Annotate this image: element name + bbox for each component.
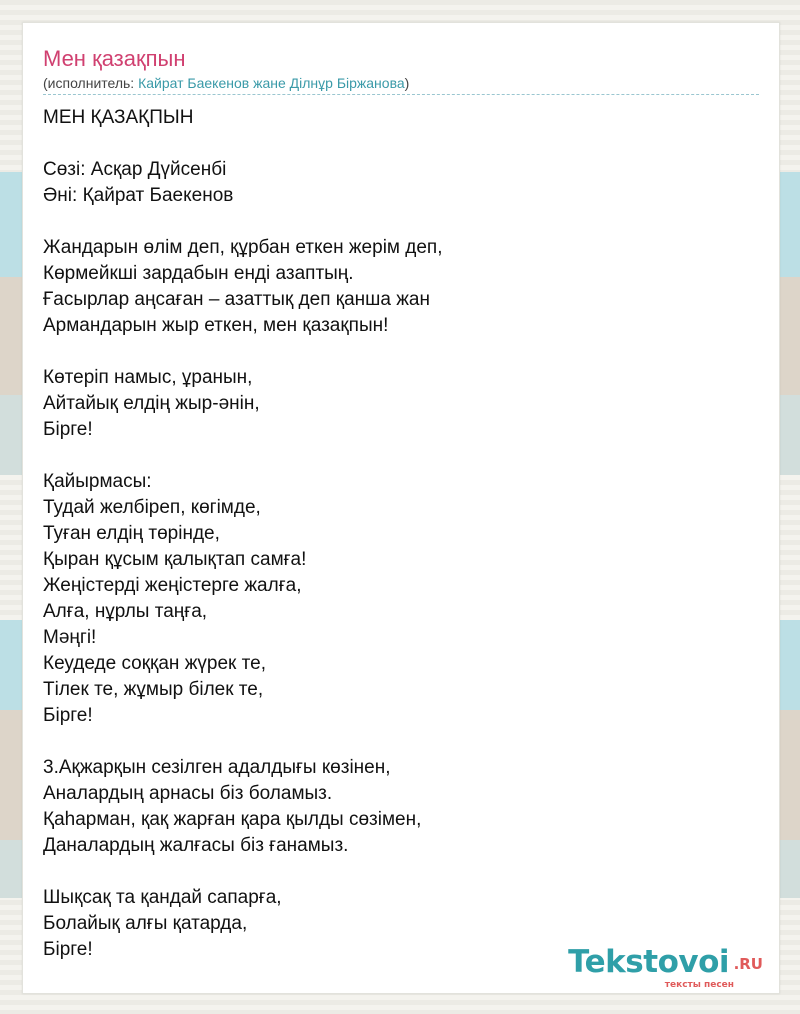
lyric-line: [43, 443, 442, 469]
lyric-line: [43, 339, 442, 365]
lyric-line: Аналардың арнасы біз боламыз.: [43, 783, 333, 804]
performer-prefix: (исполнитель:: [43, 75, 139, 91]
lyric-line: [43, 859, 442, 885]
lyric-line: Бірге!: [43, 419, 93, 440]
lyric-line: Тудай желбіреп, көгімде,: [43, 497, 261, 518]
logo-wordmark: Tekstovoi: [568, 944, 729, 980]
logo-tagline: тексты песен: [664, 980, 734, 990]
performer-line: [43, 74, 409, 92]
song-title[interactable]: Мен қазақпын: [43, 46, 186, 71]
lyric-line: Бірге!: [43, 705, 93, 726]
lyric-line: Қайырмасы:: [43, 471, 152, 492]
lyric-line: [43, 209, 442, 235]
lyric-line: [43, 131, 442, 157]
lyric-line: Алға, нұрлы таңға,: [43, 601, 208, 622]
lyric-line: Сөзі: Асқар Дүйсенбі: [43, 159, 227, 180]
lyric-line: Көтеріп намыс, ұранын,: [43, 367, 253, 388]
lyric-line: Ғасырлар аңсаған – азаттық деп қанша жан: [43, 289, 430, 310]
performer-link[interactable]: Кайрат Баекенов жане Ділнұр Біржанова: [138, 75, 405, 91]
lyric-line: Шықсақ та қандай сапарға,: [43, 887, 282, 908]
lyric-line: Көрмейкші зардабын енді азаптың.: [43, 263, 354, 284]
lyric-line: Туған елдің төрінде,: [43, 523, 220, 544]
lyric-line: Жеңістерді жеңістерге жалға,: [43, 575, 302, 596]
logo-domain: .RU: [733, 955, 763, 973]
lyric-line: Бірге!: [43, 939, 93, 960]
lyric-line: Қаһарман, қақ жарған қара қылды сөзімен,: [43, 809, 422, 830]
lyrics-text: [43, 105, 442, 963]
lyric-line: [43, 729, 442, 755]
lyric-line: МЕН ҚАЗАҚПЫН: [43, 107, 194, 128]
title-divider: [43, 94, 759, 95]
lyric-line: 3.Ақжарқын сезілген адалдығы көзінен,: [43, 757, 391, 778]
lyric-line: Даналардың жалғасы біз ғанамыз.: [43, 835, 349, 856]
lyric-line: Мәңгі!: [43, 627, 97, 648]
lyric-line: Армандарын жыр еткен, мен қазақпын!: [43, 315, 389, 336]
lyrics-card: [22, 22, 780, 994]
lyric-line: Әні: Қайрат Баекенов: [43, 185, 234, 206]
lyric-line: Қыран құсым қалықтап самға!: [43, 549, 307, 570]
site-logo[interactable]: [561, 945, 771, 993]
lyric-line: Тілек те, жұмыр білек те,: [43, 679, 264, 700]
performer-suffix: ): [404, 75, 410, 91]
lyric-line: Айтайық елдің жыр-әнін,: [43, 393, 260, 414]
lyric-line: Кеудеде соққан жүрек те,: [43, 653, 266, 674]
lyric-line: Жандарын өлім деп, құрбан еткен жерім деп,: [43, 237, 443, 258]
lyric-line: Болайық алғы қатарда,: [43, 913, 248, 934]
